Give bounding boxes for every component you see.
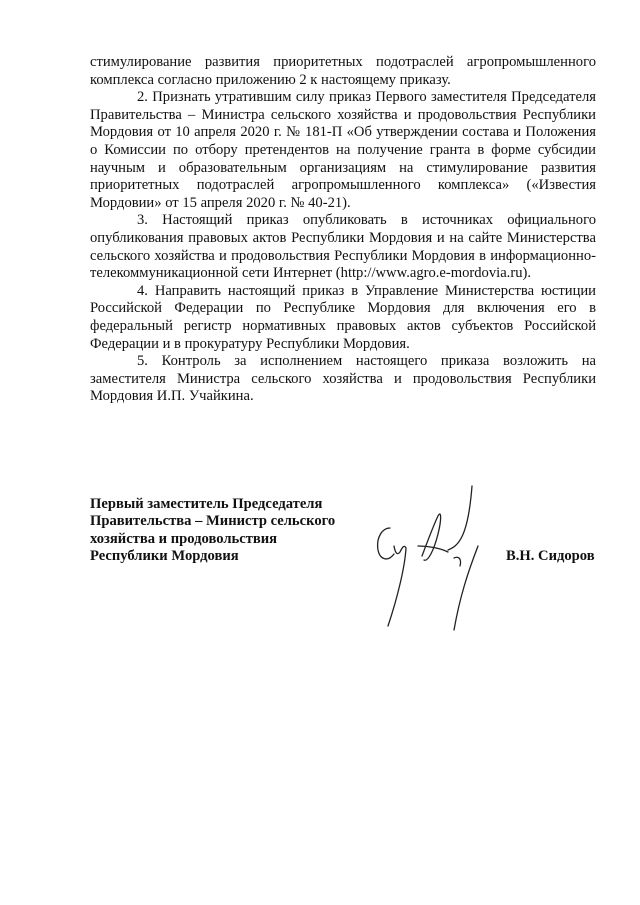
handwritten-signature [368,476,518,646]
paragraph-item-4: 4. Направить настоящий приказ в Управление Министерства юстиции Российской Федерации по Республике Мордовия для включения его в федеральный регистр нормативных правовых актов субъектов Российской Федерации и в прокуратуру Республики Мордовия. [90,282,596,352]
signatory-position [90,496,380,566]
paragraph-item-2: 2. Признать утратившим силу приказ Первого заместителя Председателя Правительства – Министра сельского хозяйства и продовольствия Республики Мордовия от 10 апреля 2020 г. № 181-П «Об утверждении состава и Положения о Комиссии по отбору претендентов на получение гранта в форме субсидии научным и образовательным организациям на стимулирование развития приоритетных подотраслей агропромышленного комплекса» («Известия Мордовии» от 15 апреля 2020 г. № 40-21). [90,89,596,211]
signature-stroke [448,486,472,550]
signature-stroke [454,557,461,566]
document-body [90,54,596,406]
signatory-position-line: Республики Мордовия [90,548,239,565]
signatory-position-line: хозяйства и продовольствия [90,530,278,547]
paragraph-item-5: 5. Контроль за исполнением настоящего приказа возложить на заместителя Министра сельского хозяйства и продовольствия Республики Мордовия И.П. Учайкина. [90,353,596,405]
signatory-position-line: Первый заместитель Председателя [90,496,323,512]
signatory-name: В.Н. Сидоров [506,548,595,564]
paragraph-continuation: стимулирование развития приоритетных подотраслей агропромышленного комплекса согласно приложению 2 к настоящему приказу. [90,54,596,88]
signature-stroke [378,528,394,559]
paragraph-item-3: 3. Настоящий приказ опубликовать в источниках официального опубликования правовых актов Республики Мордовия и на сайте Министерства сельского хозяйства и продовольствия Республики Мордовия в информационно-телекоммуникационной сети Интернет (http://www.agro.e-mordovia.ru). [90,212,596,282]
signature-stroke [422,514,441,560]
signature-stroke [454,546,478,630]
signatory-position-line: Правительства – Министр сельского [90,513,336,530]
